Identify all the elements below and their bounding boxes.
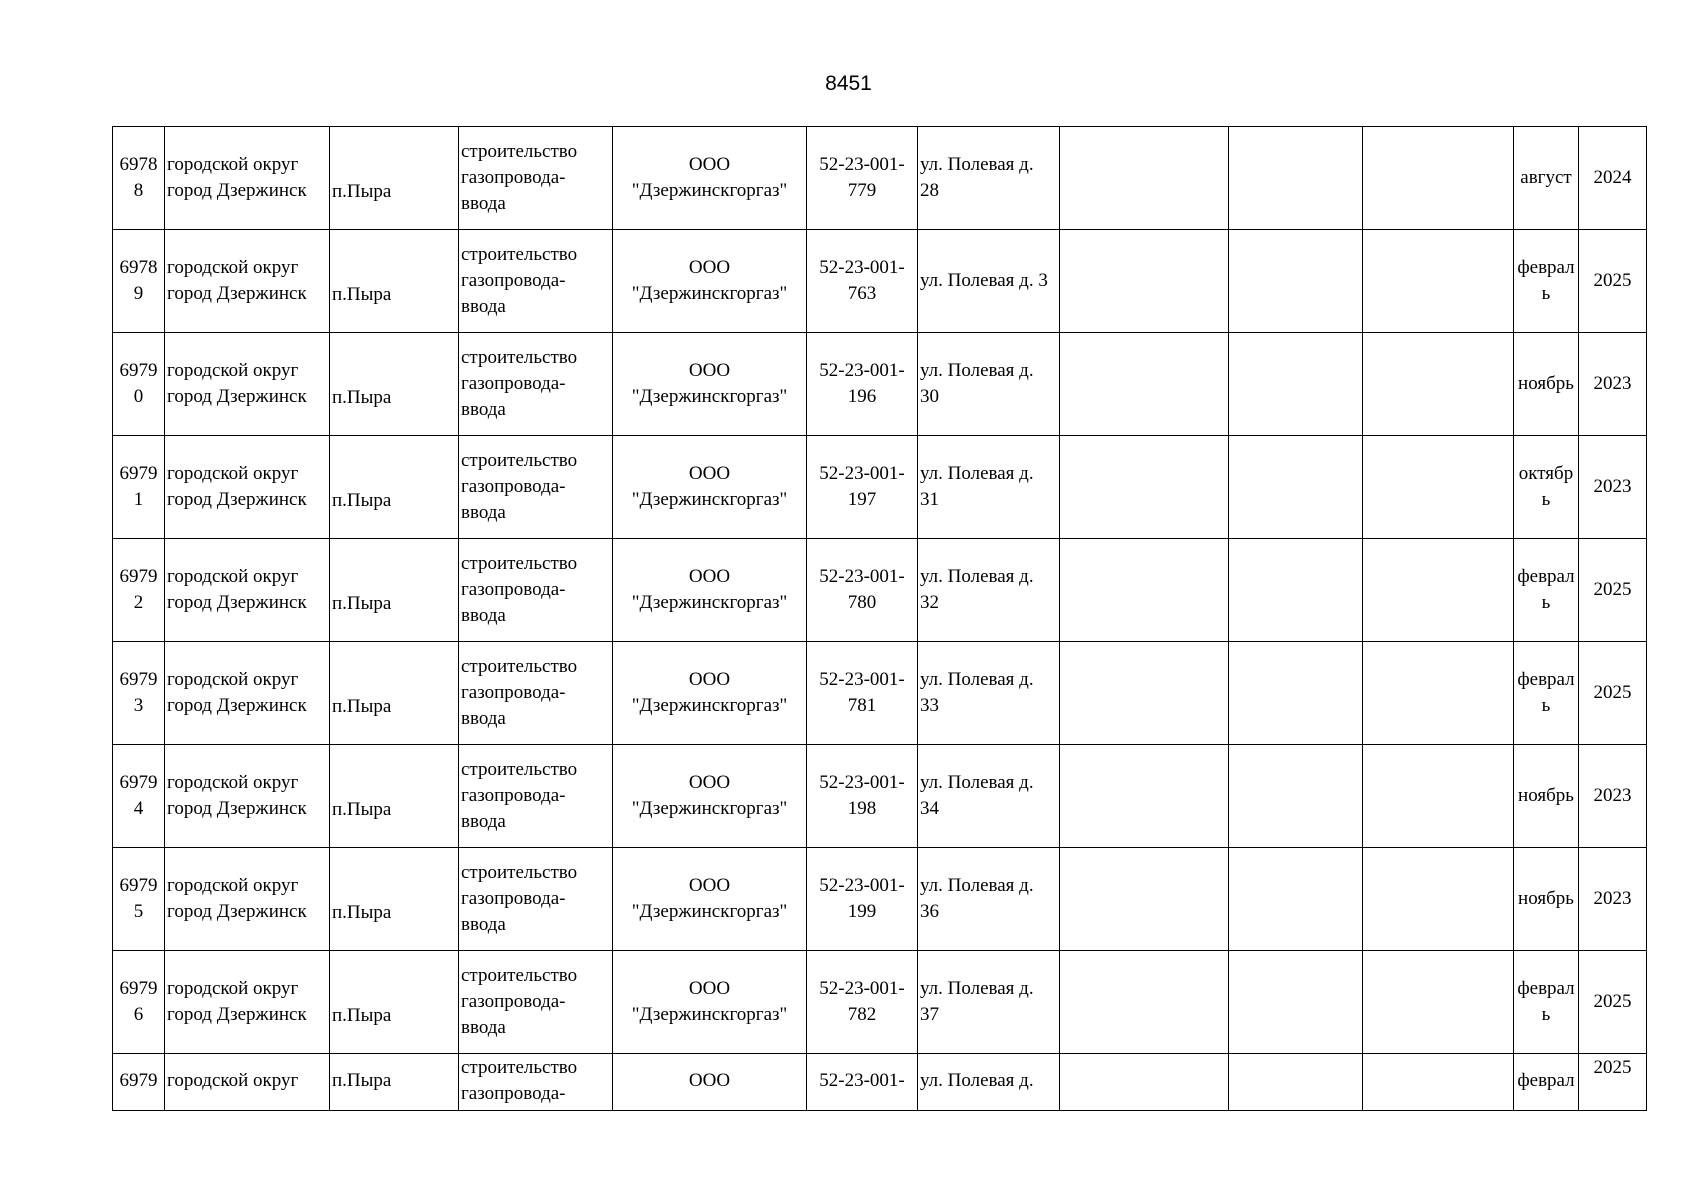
record-number-cell: 69793 [113, 642, 165, 745]
empty-cell [1229, 745, 1363, 848]
empty-cell [1229, 436, 1363, 539]
empty-cell [1363, 539, 1514, 642]
work-type-cell: строительство газопровода-ввода [459, 333, 613, 436]
work-type-cell: строительство газопровода- [459, 1054, 613, 1111]
address-cell: ул. Полевая д. 31 [918, 436, 1060, 539]
page-number: 8451 [825, 72, 872, 95]
empty-cell [1363, 1054, 1514, 1111]
empty-cell [1363, 333, 1514, 436]
empty-cell [1363, 951, 1514, 1054]
settlement-cell: п.Пыра [330, 642, 459, 745]
organization-cell: ООО "Дзержинскгоргаз" [613, 436, 807, 539]
empty-cell [1060, 539, 1229, 642]
record-number-cell: 69794 [113, 745, 165, 848]
organization-cell: ООО "Дзержинскгоргаз" [613, 642, 807, 745]
table-row [113, 951, 1647, 1054]
address-cell: ул. Полевая д. [918, 1054, 1060, 1111]
empty-cell [1229, 848, 1363, 951]
empty-cell [1229, 539, 1363, 642]
empty-cell [1363, 436, 1514, 539]
address-cell: ул. Полевая д. 33 [918, 642, 1060, 745]
empty-cell [1060, 333, 1229, 436]
empty-cell [1229, 230, 1363, 333]
district-cell: городской округ город Дзержинск [165, 642, 330, 745]
year-cell: 2025 [1579, 230, 1647, 333]
district-cell: городской округ город Дзержинск [165, 745, 330, 848]
month-cell: февраль [1514, 951, 1579, 1054]
record-number-cell: 69788 [113, 127, 165, 230]
empty-cell [1060, 230, 1229, 333]
object-code-cell: 52-23-001-198 [807, 745, 918, 848]
table-row [113, 539, 1647, 642]
registry-table [112, 126, 1647, 1111]
table-row [113, 436, 1647, 539]
month-cell: феврал [1514, 1054, 1579, 1111]
object-code-cell: 52-23-001-196 [807, 333, 918, 436]
organization-cell: ООО "Дзержинскгоргаз" [613, 951, 807, 1054]
address-cell: ул. Полевая д. 32 [918, 539, 1060, 642]
month-cell: февраль [1514, 539, 1579, 642]
object-code-cell: 52-23-001-780 [807, 539, 918, 642]
work-type-cell: строительство газопровода-ввода [459, 848, 613, 951]
record-number-cell: 69789 [113, 230, 165, 333]
year-cell: 2023 [1579, 745, 1647, 848]
year-cell: 2023 [1579, 848, 1647, 951]
month-cell: ноябрь [1514, 745, 1579, 848]
year-cell: 2025 [1579, 642, 1647, 745]
registry-table-body [113, 127, 1647, 1111]
year-cell: 2025 [1579, 1054, 1647, 1111]
work-type-cell: строительство газопровода-ввода [459, 745, 613, 848]
object-code-cell: 52-23-001-779 [807, 127, 918, 230]
address-cell: ул. Полевая д. 36 [918, 848, 1060, 951]
record-number-cell: 69795 [113, 848, 165, 951]
table-row [113, 1054, 1647, 1111]
address-cell: ул. Полевая д. 3 [918, 230, 1060, 333]
table-row [113, 745, 1647, 848]
work-type-cell: строительство газопровода-ввода [459, 951, 613, 1054]
empty-cell [1060, 848, 1229, 951]
month-cell: август [1514, 127, 1579, 230]
settlement-cell: п.Пыра [330, 333, 459, 436]
empty-cell [1060, 1054, 1229, 1111]
year-cell: 2023 [1579, 436, 1647, 539]
address-cell: ул. Полевая д. 28 [918, 127, 1060, 230]
object-code-cell: 52-23-001-197 [807, 436, 918, 539]
organization-cell: ООО "Дзержинскгоргаз" [613, 745, 807, 848]
month-cell: ноябрь [1514, 333, 1579, 436]
empty-cell [1363, 848, 1514, 951]
work-type-cell: строительство газопровода-ввода [459, 436, 613, 539]
record-number-cell: 69796 [113, 951, 165, 1054]
address-cell: ул. Полевая д. 30 [918, 333, 1060, 436]
organization-cell: ООО "Дзержинскгоргаз" [613, 848, 807, 951]
year-cell: 2025 [1579, 951, 1647, 1054]
settlement-cell: п.Пыра [330, 539, 459, 642]
object-code-cell: 52-23-001- [807, 1054, 918, 1111]
empty-cell [1060, 127, 1229, 230]
organization-cell: ООО "Дзержинскгоргаз" [613, 127, 807, 230]
object-code-cell: 52-23-001-782 [807, 951, 918, 1054]
record-number-cell: 6979 [113, 1054, 165, 1111]
district-cell: городской округ [165, 1054, 330, 1111]
empty-cell [1363, 642, 1514, 745]
table-row [113, 848, 1647, 951]
settlement-cell: п.Пыра [330, 951, 459, 1054]
table-row [113, 127, 1647, 230]
year-cell: 2024 [1579, 127, 1647, 230]
month-cell: ноябрь [1514, 848, 1579, 951]
object-code-cell: 52-23-001-763 [807, 230, 918, 333]
record-number-cell: 69792 [113, 539, 165, 642]
object-code-cell: 52-23-001-781 [807, 642, 918, 745]
empty-cell [1060, 745, 1229, 848]
settlement-cell: п.Пыра [330, 230, 459, 333]
empty-cell [1229, 1054, 1363, 1111]
district-cell: городской округ город Дзержинск [165, 436, 330, 539]
empty-cell [1363, 745, 1514, 848]
empty-cell [1363, 230, 1514, 333]
work-type-cell: строительство газопровода-ввода [459, 230, 613, 333]
organization-cell: ООО "Дзержинскгоргаз" [613, 333, 807, 436]
settlement-cell: п.Пыра [330, 1054, 459, 1111]
district-cell: городской округ город Дзержинск [165, 539, 330, 642]
empty-cell [1060, 951, 1229, 1054]
year-cell: 2025 [1579, 539, 1647, 642]
empty-cell [1229, 951, 1363, 1054]
empty-cell [1060, 436, 1229, 539]
work-type-cell: строительство газопровода-ввода [459, 539, 613, 642]
month-cell: февраль [1514, 230, 1579, 333]
settlement-cell: п.Пыра [330, 848, 459, 951]
organization-cell: ООО "Дзержинскгоргаз" [613, 539, 807, 642]
organization-cell: ООО "Дзержинскгоргаз" [613, 230, 807, 333]
month-cell: февраль [1514, 642, 1579, 745]
address-cell: ул. Полевая д. 37 [918, 951, 1060, 1054]
record-number-cell: 69790 [113, 333, 165, 436]
district-cell: городской округ город Дзержинск [165, 848, 330, 951]
settlement-cell: п.Пыра [330, 745, 459, 848]
empty-cell [1229, 642, 1363, 745]
settlement-cell: п.Пыра [330, 127, 459, 230]
object-code-cell: 52-23-001-199 [807, 848, 918, 951]
table-row [113, 230, 1647, 333]
empty-cell [1363, 127, 1514, 230]
work-type-cell: строительство газопровода-ввода [459, 642, 613, 745]
organization-cell: ООО [613, 1054, 807, 1111]
district-cell: городской округ город Дзержинск [165, 333, 330, 436]
empty-cell [1229, 127, 1363, 230]
table-row [113, 642, 1647, 745]
empty-cell [1229, 333, 1363, 436]
table-row [113, 333, 1647, 436]
district-cell: городской округ город Дзержинск [165, 951, 330, 1054]
record-number-cell: 69791 [113, 436, 165, 539]
district-cell: городской округ город Дзержинск [165, 127, 330, 230]
district-cell: городской округ город Дзержинск [165, 230, 330, 333]
year-cell: 2023 [1579, 333, 1647, 436]
work-type-cell: строительство газопровода-ввода [459, 127, 613, 230]
month-cell: октябрь [1514, 436, 1579, 539]
empty-cell [1060, 642, 1229, 745]
settlement-cell: п.Пыра [330, 436, 459, 539]
address-cell: ул. Полевая д. 34 [918, 745, 1060, 848]
